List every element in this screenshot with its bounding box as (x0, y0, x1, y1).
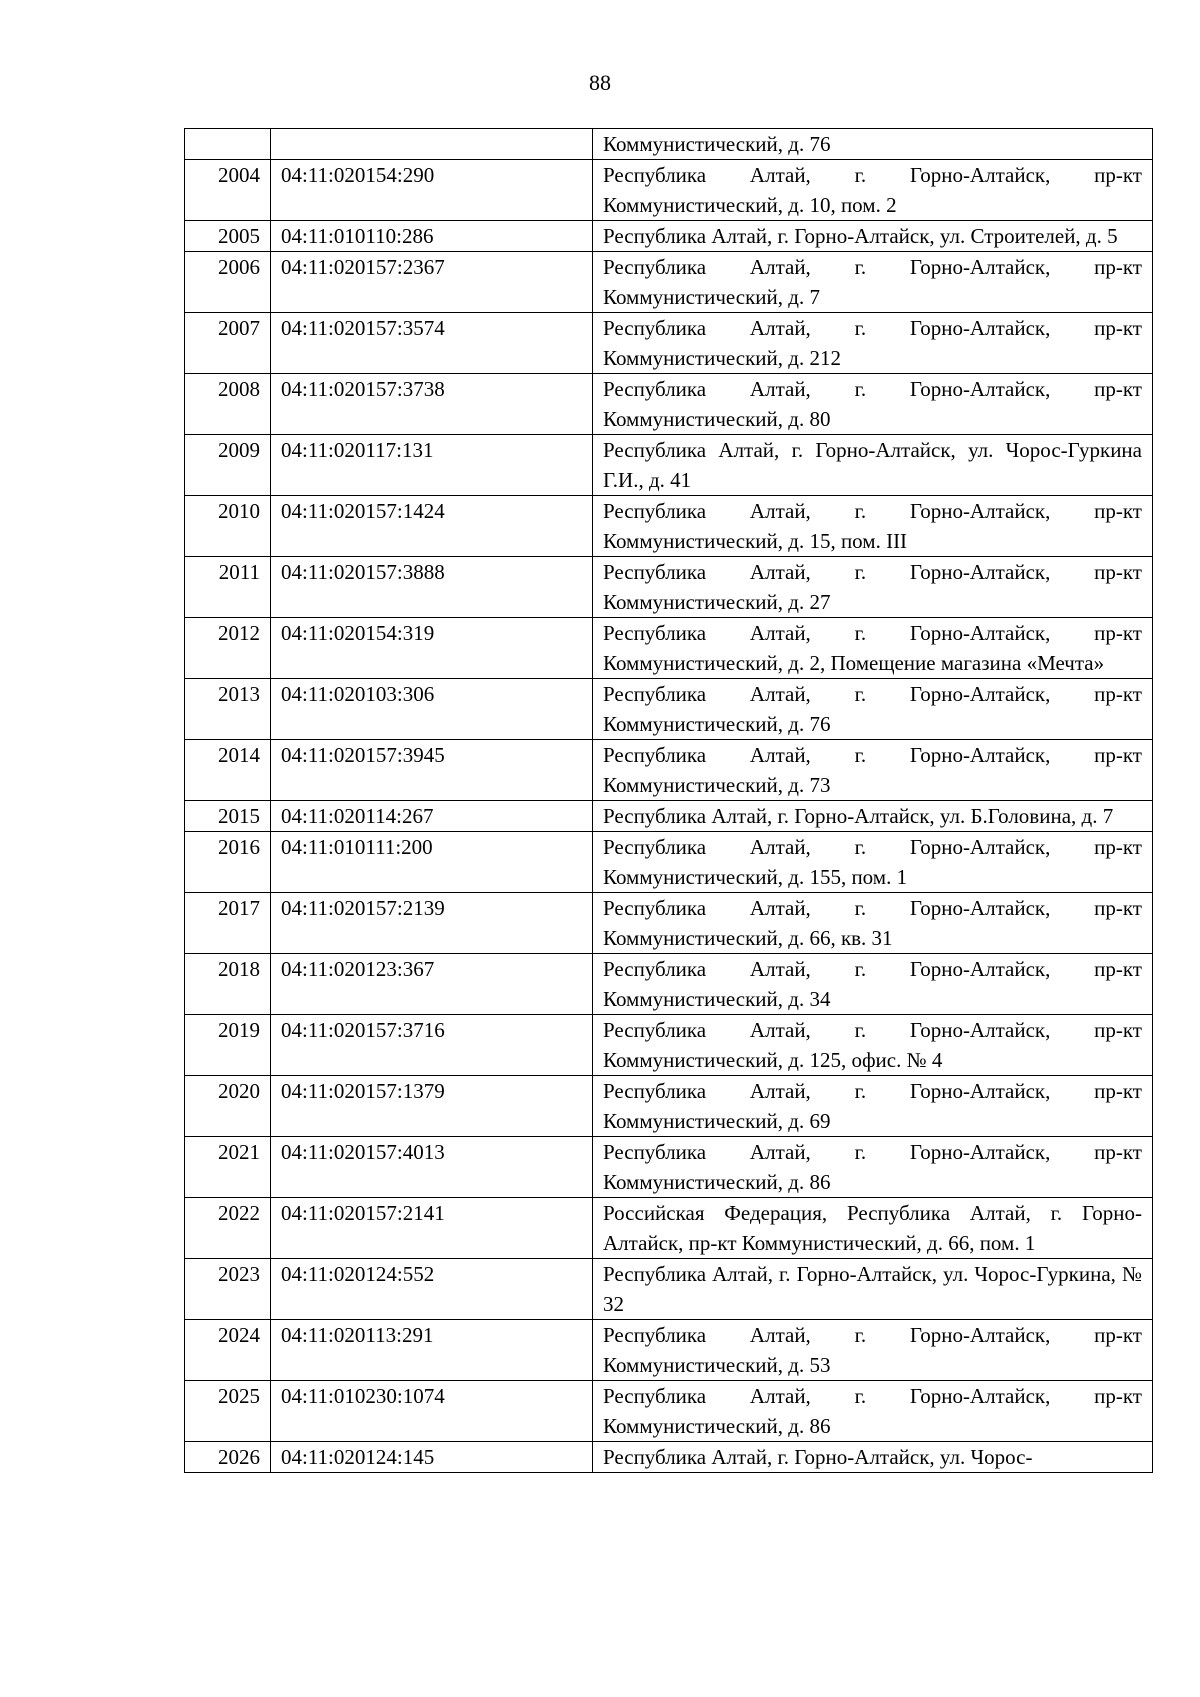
address-cell: Республика Алтай, г. Горно-Алтайск, пр-кт Коммунистический, д. 125, офис. № 4 (593, 1015, 1153, 1076)
cadastral-number-cell: 04:11:020157:2367 (271, 252, 593, 313)
address-cell: Республика Алтай, г. Горно-Алтайск, пр-кт Коммунистический, д. 86 (593, 1381, 1153, 1442)
cadastral-number-cell: 04:11:020157:3888 (271, 557, 593, 618)
address-cell: Республика Алтай, г. Горно-Алтайск, ул. Строителей, д. 5 (593, 221, 1153, 252)
table-row (185, 618, 1153, 679)
row-number-cell: 2018 (185, 954, 271, 1015)
cadastral-number-cell: 04:11:020124:145 (271, 1442, 593, 1473)
cadastral-number-cell: 04:11:020117:131 (271, 435, 593, 496)
row-number-cell: 2021 (185, 1137, 271, 1198)
table-row (185, 1076, 1153, 1137)
row-number-cell: 2007 (185, 313, 271, 374)
page-number: 88 (589, 70, 611, 95)
row-number-cell: 2005 (185, 221, 271, 252)
cadastral-number-cell: 04:11:020157:2141 (271, 1198, 593, 1259)
address-cell: Республика Алтай, г. Горно-Алтайск, пр-кт Коммунистический, д. 7 (593, 252, 1153, 313)
address-cell: Республика Алтай, г. Горно-Алтайск, пр-кт Коммунистический, д. 86 (593, 1137, 1153, 1198)
cadastral-number-cell: 04:11:020123:367 (271, 954, 593, 1015)
cadastral-number-cell: 04:11:010111:200 (271, 832, 593, 893)
row-number-cell: 2014 (185, 740, 271, 801)
cadastral-number-cell: 04:11:020154:319 (271, 618, 593, 679)
row-number-cell: 2019 (185, 1015, 271, 1076)
cadastral-number-cell: 04:11:020154:290 (271, 160, 593, 221)
registry-table (184, 128, 1153, 1473)
address-cell: Республика Алтай, г. Горно-Алтайск, пр-кт Коммунистический, д. 15, пом. III (593, 496, 1153, 557)
table-row (185, 740, 1153, 801)
row-number-cell: 2016 (185, 832, 271, 893)
address-cell: Республика Алтай, г. Горно-Алтайск, пр-кт Коммунистический, д. 53 (593, 1320, 1153, 1381)
row-number-cell: 2008 (185, 374, 271, 435)
address-cell: Российская Федерация, Республика Алтай, г. Горно-Алтайск, пр-кт Коммунистический, д. 66, пом. 1 (593, 1198, 1153, 1259)
row-number-cell: 2010 (185, 496, 271, 557)
table-row (185, 1015, 1153, 1076)
address-cell: Республика Алтай, г. Горно-Алтайск, ул. Б.Головина, д. 7 (593, 801, 1153, 832)
address-cell: Республика Алтай, г. Горно-Алтайск, пр-кт Коммунистический, д. 34 (593, 954, 1153, 1015)
row-number-cell: 2017 (185, 893, 271, 954)
table-row (185, 954, 1153, 1015)
row-number-cell: 2012 (185, 618, 271, 679)
address-cell: Республика Алтай, г. Горно-Алтайск, пр-кт Коммунистический, д. 212 (593, 313, 1153, 374)
table-row (185, 1137, 1153, 1198)
registry-table-body (185, 129, 1153, 1473)
cadastral-number-cell: 04:11:020157:3574 (271, 313, 593, 374)
cadastral-number-cell: 04:11:020157:3945 (271, 740, 593, 801)
table-row (185, 313, 1153, 374)
address-cell: Республика Алтай, г. Горно-Алтайск, пр-кт Коммунистический, д. 80 (593, 374, 1153, 435)
row-number-cell (185, 129, 271, 160)
address-cell: Республика Алтай, г. Горно-Алтайск, ул. Чорос-Гуркина, № 32 (593, 1259, 1153, 1320)
address-cell: Коммунистический, д. 76 (593, 129, 1153, 160)
address-cell: Республика Алтай, г. Горно-Алтайск, пр-кт Коммунистический, д. 66, кв. 31 (593, 893, 1153, 954)
table-row (185, 832, 1153, 893)
row-number-cell: 2011 (185, 557, 271, 618)
address-cell: Республика Алтай, г. Горно-Алтайск, пр-кт Коммунистический, д. 69 (593, 1076, 1153, 1137)
table-row (185, 679, 1153, 740)
row-number-cell: 2020 (185, 1076, 271, 1137)
table-row (185, 221, 1153, 252)
cadastral-number-cell: 04:11:020157:4013 (271, 1137, 593, 1198)
row-number-cell: 2022 (185, 1198, 271, 1259)
table-row (185, 129, 1153, 160)
address-cell: Республика Алтай, г. Горно-Алтайск, пр-кт Коммунистический, д. 2, Помещение магазина «Мечта» (593, 618, 1153, 679)
cadastral-number-cell: 04:11:020114:267 (271, 801, 593, 832)
address-cell: Республика Алтай, г. Горно-Алтайск, пр-кт Коммунистический, д. 76 (593, 679, 1153, 740)
table-row (185, 160, 1153, 221)
row-number-cell: 2009 (185, 435, 271, 496)
address-cell: Республика Алтай, г. Горно-Алтайск, пр-кт Коммунистический, д. 27 (593, 557, 1153, 618)
row-number-cell: 2004 (185, 160, 271, 221)
address-cell: Республика Алтай, г. Горно-Алтайск, ул. Чорос-Гуркина Г.И., д. 41 (593, 435, 1153, 496)
address-cell: Республика Алтай, г. Горно-Алтайск, ул. Чорос- (593, 1442, 1153, 1473)
table-row (185, 801, 1153, 832)
table-row (185, 1320, 1153, 1381)
cadastral-number-cell: 04:11:020157:2139 (271, 893, 593, 954)
cadastral-number-cell: 04:11:020157:3716 (271, 1015, 593, 1076)
table-row (185, 252, 1153, 313)
row-number-cell: 2024 (185, 1320, 271, 1381)
cadastral-number-cell: 04:11:020103:306 (271, 679, 593, 740)
table-row (185, 435, 1153, 496)
row-number-cell: 2015 (185, 801, 271, 832)
row-number-cell: 2013 (185, 679, 271, 740)
table-row (185, 1259, 1153, 1320)
table-row (185, 1381, 1153, 1442)
table-row (185, 374, 1153, 435)
cadastral-number-cell (271, 129, 593, 160)
row-number-cell: 2023 (185, 1259, 271, 1320)
cadastral-number-cell: 04:11:020124:552 (271, 1259, 593, 1320)
row-number-cell: 2026 (185, 1442, 271, 1473)
cadastral-number-cell: 04:11:020157:3738 (271, 374, 593, 435)
cadastral-number-cell: 04:11:020113:291 (271, 1320, 593, 1381)
row-number-cell: 2025 (185, 1381, 271, 1442)
table-row (185, 1442, 1153, 1473)
address-cell: Республика Алтай, г. Горно-Алтайск, пр-кт Коммунистический, д. 73 (593, 740, 1153, 801)
cadastral-number-cell: 04:11:020157:1424 (271, 496, 593, 557)
cadastral-number-cell: 04:11:010230:1074 (271, 1381, 593, 1442)
address-cell: Республика Алтай, г. Горно-Алтайск, пр-кт Коммунистический, д. 10, пом. 2 (593, 160, 1153, 221)
address-cell: Республика Алтай, г. Горно-Алтайск, пр-кт Коммунистический, д. 155, пом. 1 (593, 832, 1153, 893)
cadastral-number-cell: 04:11:020157:1379 (271, 1076, 593, 1137)
table-row (185, 1198, 1153, 1259)
table-row (185, 557, 1153, 618)
table-row (185, 496, 1153, 557)
cadastral-number-cell: 04:11:010110:286 (271, 221, 593, 252)
table-row (185, 893, 1153, 954)
row-number-cell: 2006 (185, 252, 271, 313)
